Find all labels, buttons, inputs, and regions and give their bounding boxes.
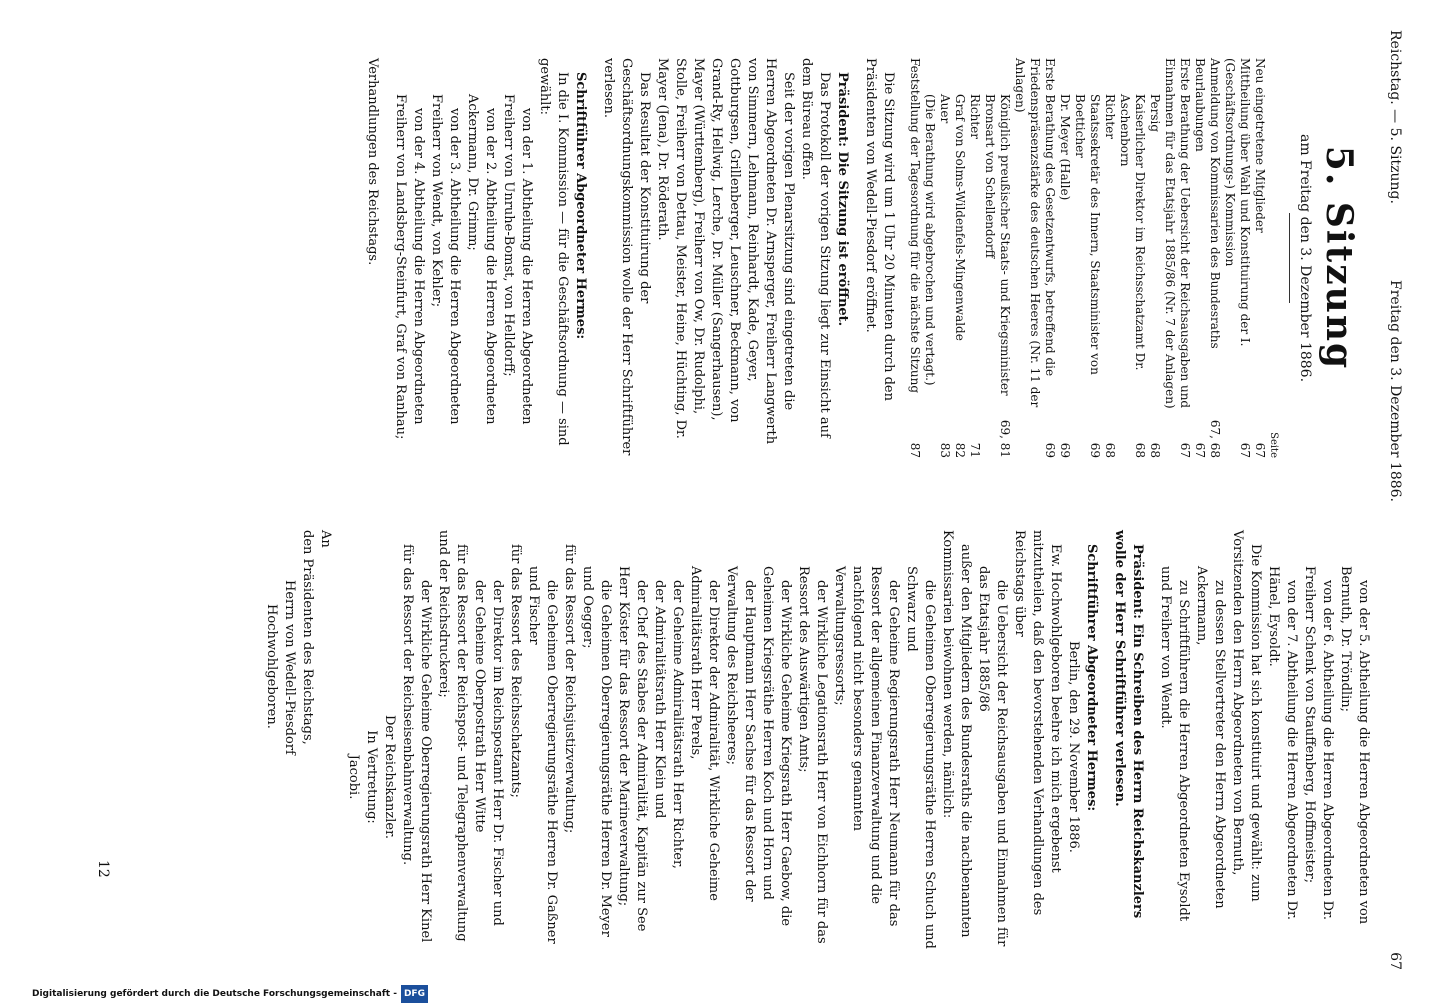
paragraph: Präsident: Ein Schreiben des Herrn Reichskanzlers wolle der Herr Schriftführer verlesen. [1112, 530, 1145, 919]
toc-text: Beurlaubungen [1193, 58, 1207, 152]
toc-row [982, 58, 1012, 458]
paragraph: von der 3. Abtheilung die Herren Abgeordneten Freiherr von Wendt, von Kehler; [429, 94, 462, 425]
paragraph: für das Ressort der Reichspost- und Telegraphenverwaltung und der Reichsdruckerei; [436, 530, 469, 942]
toc-text: Kaiserlicher Direktor im Reichsschatzamt Dr. Aschenborn [1118, 94, 1147, 371]
toc-row [1072, 58, 1102, 458]
paragraph: von der 7. Abtheilung die Herren Abgeordneten Dr. Hänel, Eysoldt. [1266, 566, 1299, 920]
paragraph: Ew. Hochwohlgeboren beehre ich mich ergebenst mitzutheilen, daß den bevorstehenden Verhandlungen des Reichstags über [1012, 530, 1063, 916]
footer-note: Verhandlungen des Reichstags. [365, 58, 380, 266]
toc-text: Staatssekretär des Innern, Staatsminister von Boetticher [1073, 94, 1102, 375]
toc-page: 82 [953, 442, 967, 458]
toc-page [922, 414, 937, 458]
toc-text: Feststellung der Tagesordnung für die nächste Sitzung [908, 58, 922, 394]
toc-page: 69 [1088, 442, 1102, 458]
paragraph: für das Ressort der Reichseisenbahnverwaltung. [400, 544, 415, 866]
signature-mark: 12 [95, 860, 111, 878]
paragraph: Schriftführer Abgeordneter Hermes: [573, 72, 588, 340]
toc-text: Neu eingetretene Mitglieder [1253, 58, 1267, 233]
paragraph: die Geheimen Oberregierungsräthe Herren Dr. Gaßner und Fischer [526, 566, 559, 944]
digitization-notice [32, 985, 832, 1005]
paragraph: der Direktor der Admiralität, Wirkliche Geheime Admiralitätsrath Herr Perels, [688, 566, 721, 901]
toc-text: Richter [1103, 94, 1117, 139]
paragraph: die Geheimen Oberregierungsräthe Herren Schuch und Schwarz und [904, 566, 937, 949]
paragraph: der Hauptmann Herr Sachse für das Ressort der Verwaltung des Reichsheeres; [724, 566, 757, 902]
toc-row [1102, 58, 1117, 458]
paragraph: Das Resultat der Konstituirung der Geschäftsordnungskommission wolle der Herr Schriftführer verlesen. [601, 58, 652, 456]
paragraph: von der 5. Abtheilung die Herren Abgeordneten von Bernuth, Dr. Tröndlin; [1338, 566, 1371, 925]
paragraph: von der 4. Abtheilung die Herren Abgeordneten Freiherr von Landsberg-Steinfurt, Graf von Ranhau; [393, 94, 426, 440]
toc-row [937, 58, 952, 458]
toc-page: 87 [908, 442, 922, 458]
right-column [262, 530, 1372, 950]
toc-text: Graf von Solms-Wildenfels-Mingenwalde [953, 94, 967, 341]
paragraph: der Geheime Admiralitätsrath Herr Richter, [670, 580, 685, 869]
paragraph: der Admiralitätsrath Herr Klein und [652, 580, 667, 819]
toc-row [1117, 58, 1147, 458]
session-date: am Freitag den 3. Dezember 1886. [1297, 133, 1313, 383]
toc-text: (Die Berathung wird abgebrochen und vertagt.) [923, 94, 937, 386]
toc-row [952, 58, 967, 458]
toc-page: 67 [1253, 442, 1267, 458]
signature-name: Jacobi. [346, 754, 361, 800]
header-center: Freitag den 3. Dezember 1886. [1387, 280, 1403, 502]
left-body [363, 58, 897, 458]
toc-text: Mittheilung über Wahl und Konstituirung der I. (Geschäftsordnungs-) Kommission [1223, 58, 1252, 347]
toc-row [1147, 58, 1162, 458]
toc-row [1057, 58, 1072, 458]
paragraph: der Chef des Stabes der Admiralität, Kapitän zur See Herr Köster für das Ressort der Marineverwaltung; [616, 566, 649, 932]
toc-text: Persig [1148, 94, 1162, 133]
paragraph: die Geheimen Oberregierungsräthe Herren Dr. Meyer und Oegger; [580, 566, 613, 937]
paragraph: der Geheime Oberpostrath Herr Witte [472, 580, 487, 833]
paragraph: für das Ressort des Reichsschatzamts; [508, 544, 523, 798]
paragraph: Schriftführer Abgeordneter Hermes: [1084, 544, 1099, 812]
paragraph: zu dessen Stellvertreter den Herrn Abgeordneten Ackermann, [1194, 566, 1227, 909]
paragraph: der Direktor im Reichspostamt Herr Dr. Fischer und [490, 580, 505, 926]
toc-row [1222, 58, 1252, 458]
toc-page: 71 [968, 442, 982, 458]
toc-page: 67, 68 [1208, 419, 1222, 458]
address-line: An [318, 530, 333, 548]
header-left: Reichstag. — 5. Sitzung. [1387, 30, 1403, 204]
paragraph: von der 6. Abtheilung die Herren Abgeordneten Dr. Freiherr Schenk von Stauffenberg, Hoffmeister; [1302, 566, 1335, 920]
toc-text: Erste Berathung des Gesetzentwurfs, betreffend die Friedenspräsenzstärke des deutschen Heeres (Nr. 11 der Anlagen) [1013, 58, 1057, 408]
address-line: den Präsidenten des Reichstags, [300, 530, 315, 745]
toc-text: Anmeldung von Kommissarien des Bundesraths [1208, 58, 1222, 349]
toc-page: 69 [1058, 442, 1072, 458]
toc-row [907, 58, 922, 458]
toc-page: 69, 81 [998, 419, 1012, 458]
paragraph: für das Ressort der Reichsjustizverwaltung; [562, 544, 577, 834]
address-line: Hochwohlgeboren. [264, 604, 279, 729]
signature-line: In Vertretung: [364, 730, 379, 824]
paragraph: außer den Mitgliedern des Bundesraths die nachbenannten Kommissarien beiwohnen werden, nämlich: [940, 530, 973, 938]
toc-row [1012, 58, 1057, 458]
paragraph: der Wirkliche Geheime Kriegsrath Herr Gaebow, die Geheimen Kriegsräthe Herren Koch und Horn und [760, 566, 793, 927]
toc-row [967, 58, 982, 458]
toc-page: 69 [1043, 442, 1057, 458]
toc-page: 68 [1133, 442, 1147, 458]
toc-text: Königlich preußischer Staats- und Kriegsminister Bronsart von Schellendorff [983, 94, 1012, 396]
divider [1289, 213, 1290, 303]
left-column [363, 58, 1372, 458]
paragraph: Das Protokoll der vorigen Sitzung liegt zur Einsicht auf dem Büreau offen. [799, 58, 832, 438]
paragraph: Seit der vorigen Plenarsitzung sind eingetreten die Herren Abgeordneten Dr. Arnsperger, Freiherr Langwerth von Simmern, Lehmann, Reinhardt, Kade, Geyer, Gottburgsen, Grillenberger, Leuschner, Beckmann, von Grand-Ry, Hellwig, Lerche, Dr. Müller (Sangerhausen), Mayer (Württemberg), Freiherr von Ow, Dr. Rudolphi, Stolle, Freiherr von Dettau, Meister, Heine, Hüchting, Dr. Mayer (Jena), Dr. Röderath. [655, 58, 796, 445]
toc-text: Erste Berathung der Uebersicht der Reichsausgaben und Einnahmen für das Etatsjahr 1885/86 (Nr. 7 der Anlagen) [1163, 58, 1192, 409]
toc-row [1192, 58, 1207, 458]
toc-text: Auer [938, 94, 952, 124]
toc-page: 67 [1193, 442, 1207, 458]
paragraph: der Geheime Regierungsrath Herr Neumann für das Ressort der allgemeinen Finanzverwaltung und die nachfolgend nicht besonders genannten Verwaltungsressorts; [832, 566, 901, 927]
paragraph: In die I. Kommission — für die Geschäftsordnung — sind gewählt: [537, 58, 570, 446]
dfg-logo: DFG [401, 985, 428, 1003]
toc-row [1252, 58, 1267, 458]
paragraph: Berlin, den 29. November 1886. [1066, 641, 1081, 853]
toc-text: Richter [968, 94, 982, 139]
paragraph: von der 1. Abtheilung die Herren Abgeordneten Freiherr von Unruhe-Bomst, von Helldorff; [501, 94, 534, 425]
paragraph: Die Sitzung wird um 1 Uhr 20 Minuten durch den Präsidenten von Wedell-Piesdorf eröffnet. [863, 58, 896, 401]
toc-page: 68 [1103, 442, 1117, 458]
table-of-contents [907, 58, 1279, 458]
address-line: Herrn von Wedell-Piesdorf [282, 580, 297, 755]
toc-page: 67 [1238, 442, 1252, 458]
toc-page: 83 [938, 442, 952, 458]
running-header [1382, 30, 1404, 970]
page-number: 67 [1387, 952, 1403, 970]
toc-row [1162, 58, 1192, 458]
toc-header: Seite [1268, 432, 1279, 458]
dfg-notice-text: Digitalisierung gefördert durch die Deutsche Forschungsgemeinschaft - [32, 989, 397, 999]
paragraph: die Uebersicht der Reichsausgaben und Einnahmen für das Etatsjahr 1885/86 [976, 566, 1009, 947]
paragraph: zu Schriftführern die Herren Abgeordneten Eysoldt und Freiherr von Wendt. [1158, 566, 1191, 922]
paragraph: von der 2. Abtheilung die Herren Abgeordneten Ackermann, Dr. Grimm; [465, 94, 498, 425]
toc-text: Dr. Meyer (Halle) [1058, 94, 1072, 201]
toc-row [1207, 58, 1222, 458]
paragraph: der Wirkliche Geheime Oberregierungsrath Herr Kinel [418, 580, 433, 943]
signature-line: Der Reichskanzler. [382, 714, 397, 840]
paragraph: Die Kommission hat sich konstituirt und gewählt: zum Vorsitzenden den Herrn Abgeordneten von Bernuth, [1230, 530, 1263, 902]
toc-page: 67 [1178, 442, 1192, 458]
paragraph: Präsident: Die Sitzung ist eröffnet. [835, 72, 850, 327]
toc-page: 68 [1148, 442, 1162, 458]
page-title: 5. Sitzung [1318, 145, 1360, 371]
toc-row [922, 58, 937, 458]
paragraph: der Wirkliche Legationsrath Herr von Eichhorn für das Ressort des Auswärtigen Amts; [796, 566, 829, 944]
